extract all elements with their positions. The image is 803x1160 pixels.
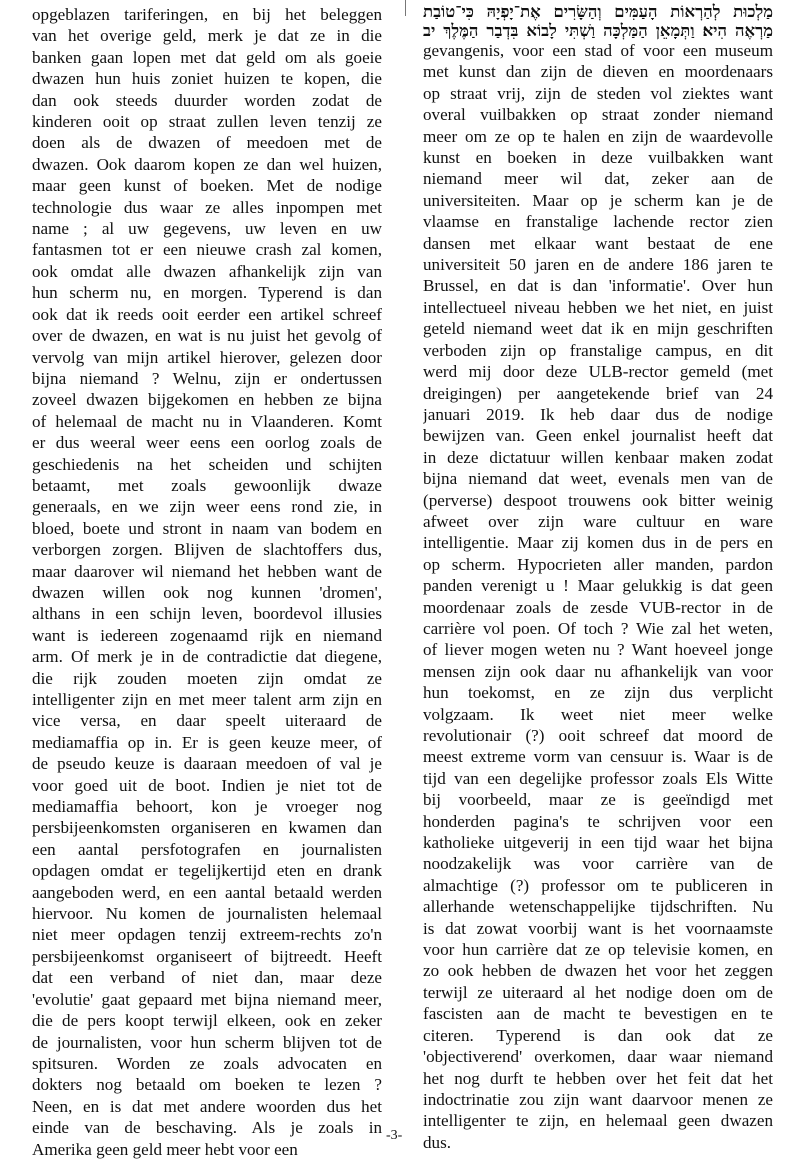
text-line: zoveel dwazen bijgekomen en hebben ze bijna bbox=[32, 390, 382, 410]
text-line: universiteiten. Maar op je scherm kan je de bbox=[423, 190, 773, 210]
text-line: dus. bbox=[423, 1132, 452, 1152]
text-line: intelligenter te zijn, en helemaal geen dwazen bbox=[423, 1111, 773, 1131]
right-text-column bbox=[423, 2, 773, 1153]
text-line: revolutionair (?) ooit schreef dat moord de bbox=[423, 726, 773, 745]
text-line: want is iedereen zogenaamd rijk en niemand bbox=[32, 625, 382, 645]
text-line: meer om ze op te halen en zijn de waardevolle bbox=[423, 126, 773, 146]
text-line: arm. Of merk je in de contradictie dat diegene, bbox=[32, 647, 382, 667]
text-line: op straat vrij, zijn de steden vol ziektes want bbox=[423, 83, 773, 103]
text-line: terwijl ze uiteraard al het nodige doen om de bbox=[423, 982, 773, 1002]
text-line: niet meer opdagen tenzij extreem-rechts zo'n bbox=[32, 925, 382, 945]
text-line: met kunst dan zijn de dieven en moordenaars bbox=[423, 62, 773, 82]
text-line: einde van de beschaving. Als je zoals in bbox=[32, 1118, 382, 1138]
text-line: overal vuilbakken op straat zonder niemand bbox=[423, 105, 773, 125]
text-line: Neen, en is dat met andere woorden dus het bbox=[32, 1096, 382, 1116]
text-line: kinderen ooit op straat zullen leven tenzij ze bbox=[32, 112, 382, 132]
text-line: januari 2019. Ik heb daar dus de nodige bbox=[423, 404, 773, 424]
text-line: doen als de dwazen of meedoen met de bbox=[32, 133, 382, 153]
text-line: bloed, boete und stront in naam van bodem en bbox=[32, 518, 382, 538]
text-line: dwazen. Ook daarom kopen ze dan wel huizen, bbox=[32, 154, 382, 174]
hebrew-line: מַרְאֶה הִיא׃ וַתְּמָאֵן הַמַּלְכָּה וַשְׁתִּי לָבוֹא בִּדְבַר הַמֶּלֶךְ יב bbox=[423, 21, 773, 40]
text-line: van het overige geld, merk je dat ze in die bbox=[32, 26, 382, 46]
text-line: noodzakelijk was voor carrière van de bbox=[423, 854, 773, 874]
text-line: bijna niemand ? Welnu, zijn er ondertussen bbox=[32, 368, 382, 388]
text-line: het nog durft te hebben over het feit dat het bbox=[423, 1068, 773, 1088]
text-line: dansen met elkaar want bestaat de ene bbox=[423, 233, 773, 253]
text-line: een aantal persfotografen en journalisten bbox=[32, 839, 382, 859]
text-line: gevangenis, voor een stad of voor een museum bbox=[423, 41, 773, 60]
text-line: die rijk zouden moeten zijn omdat ze bbox=[32, 668, 382, 688]
text-line: dokters nog betaald om boeken te lezen ? bbox=[32, 1075, 382, 1095]
text-line: 'evolutie' gaat gepaard met bijna niemand meer, bbox=[32, 989, 382, 1009]
text-line: die de pers koopt terwijl elkeen, ook en zeker bbox=[32, 1011, 382, 1031]
text-line: betaamt, met zoals gewoonlijk dwaze bbox=[32, 475, 382, 495]
text-line: niemand meer wil dat, zeker aan de bbox=[423, 169, 773, 189]
text-line: mediamaffia op in. Er is geen keuze meer, of bbox=[32, 732, 382, 752]
text-line: of liever mogen weten nu ? Want hoeveel jonge bbox=[423, 640, 773, 660]
text-line: voor hun carrière dat ze op televisie komen, en bbox=[423, 940, 773, 960]
text-line: intelligentie. Maar zij komen dus in de pers en bbox=[423, 533, 773, 553]
text-line: volgzaam. Ik weet niet meer welke bbox=[423, 704, 773, 724]
text-line: bewijzen van. Geen enkel journalist heeft dat bbox=[423, 426, 773, 446]
text-line: mediamaffia behoort, kon je vroeger nog bbox=[32, 797, 382, 817]
text-line: maar geen kunst of boeken. Met de nodige bbox=[32, 176, 382, 196]
text-line: maar daarover wil niemand het hebben want de bbox=[32, 561, 382, 581]
text-line: panden verenigt u ! Maar gelukkig is dat geen bbox=[423, 576, 773, 596]
text-line: name ; al uw gegevens, uw leven en uw bbox=[32, 219, 382, 239]
text-line: ook omdat alle dwazen afhankelijk zijn van bbox=[32, 261, 382, 281]
hebrew-quote bbox=[423, 2, 773, 40]
text-line: opdagen omdat er tegelijkertijd eten en drank bbox=[32, 861, 382, 881]
text-line: in deze dictatuur willen kenbaar maken zodat bbox=[423, 447, 773, 467]
text-line: intellectueel niveau hebben we het niet, en juist bbox=[423, 297, 773, 317]
text-line: indoctrinatie zou zijn want daarvoor menen ze bbox=[423, 1089, 773, 1109]
text-line: universiteit 50 jaren en de andere 186 jaren te bbox=[423, 255, 773, 275]
text-line: althans in een schijn leven, boordevol illusies bbox=[32, 604, 382, 624]
text-line: bijna niemand dat weet, evenals men van de bbox=[423, 469, 773, 489]
hebrew-line: מַלְכוּת לְהַרְאוֹת הָעַמִּים וְהַשָּׂרִים אֶת־יָפְיָהּ כִּי־טוֹבַת bbox=[423, 2, 773, 21]
text-line: kunst en boeken in deze vuilbakken want bbox=[423, 148, 773, 168]
text-line: vice versa, en daar speelt uiteraard de bbox=[32, 711, 382, 731]
text-line: generaals, en we zijn weer eens rond zie, in bbox=[32, 497, 382, 517]
text-line: of helemaal de macht nu in Vlaanderen. Komt bbox=[32, 411, 382, 431]
text-line: over de dwazen, en wat is nu juist het gevolg of bbox=[32, 326, 382, 346]
text-line: vervolg van mijn artikel hierover, gelezen door bbox=[32, 347, 382, 367]
text-line: de pseudo keuze is daaraan meedoen of val je bbox=[32, 754, 382, 774]
text-line: Amerika geen geld meer hebt voor een bbox=[32, 1139, 298, 1159]
column-divider-mark bbox=[405, 0, 406, 16]
page-number: -3- bbox=[386, 1128, 403, 1143]
text-line: aangeboden werd, en een aantal betaald werden bbox=[32, 882, 382, 902]
text-line: carrière vol poen. Of toch ? Wie zal het weten, bbox=[423, 618, 773, 638]
text-line: is dat zowat voorbij want is het voornaamste bbox=[423, 918, 773, 938]
text-line: afweet over zijn ware cultuur en ware bbox=[423, 511, 773, 531]
text-line: technologie dus waar ze alles inpompen met bbox=[32, 197, 382, 217]
text-line: er dus weeral weer eens een oorlog zoals de bbox=[32, 433, 382, 453]
text-line: voor goed uit de boot. Indien je niet tot de bbox=[32, 775, 382, 795]
text-line: meest extreme vorm van censuur is. Waar is de bbox=[423, 747, 773, 767]
text-line: werd mij door deze ULB-rector gemeld (met bbox=[423, 362, 773, 382]
text-line: fantasmen tot er een nieuwe crash zal komen, bbox=[32, 240, 382, 260]
text-line: op scherm. Hypocrieten aller manden, pardon bbox=[423, 554, 773, 574]
text-line: spitsuren. Worden ze zoals advocaten en bbox=[32, 1053, 382, 1073]
text-line: verborgen zorgen. Blijven de slachtoffers dus, bbox=[32, 540, 382, 560]
text-line: dat een verband of niet dan, maar deze bbox=[32, 968, 382, 988]
text-line: moordenaar zoals de zesde VUB-rector in de bbox=[423, 597, 773, 617]
text-line: 'objectiverend' overkomen, daar waar niemand bbox=[423, 1047, 773, 1067]
text-line: dreigingen) per aangetekende brief van 24 bbox=[423, 383, 773, 403]
text-line: citeren. Typerend is dan ook dat ze bbox=[423, 1025, 773, 1045]
text-line: tijd van een degelijke professor zoals Els Witte bbox=[423, 768, 773, 788]
text-line: opgeblazen tariferingen, en bij het beleggen bbox=[32, 5, 382, 24]
text-line: honderden pagina's te schrijven voor een bbox=[423, 811, 773, 831]
text-line: geteld niemand weet dat ik en mijn geschriften bbox=[423, 319, 773, 339]
text-line: hiervoor. Nu komen de journalisten helemaal bbox=[32, 904, 382, 924]
text-line: persbijeenkomst organiseert of bijtreedt. Heeft bbox=[32, 946, 382, 966]
text-line: geschiedenis na het scheiden und schijten bbox=[32, 454, 382, 474]
text-line: de journalisten, voor hun scherm blijven tot de bbox=[32, 1032, 382, 1052]
right-body-text bbox=[423, 40, 773, 1153]
text-line: katholieke uitgeverij in een tijd waar het bijna bbox=[423, 833, 773, 853]
text-line: intelligenter zijn en met meer talent arm zijn en bbox=[32, 690, 382, 709]
text-line: fascisten aan de macht te bevestigen en te bbox=[423, 1004, 773, 1024]
left-text-column bbox=[32, 4, 382, 1160]
text-line: (perverse) despoot trouwens ook bitter weinig bbox=[423, 490, 773, 510]
text-line: Brussel, en dat is dan 'informatie'. Over hun bbox=[423, 276, 773, 296]
text-line: dwazen hun huis zoniet huizen te kopen, die bbox=[32, 69, 382, 89]
text-line: almachtige (?) professor om te publiceren in bbox=[423, 875, 773, 895]
text-line: hun scherm nu, en morgen. Typerend is dan bbox=[32, 283, 382, 303]
text-line: mensen zijn ook daar nu afhankelijk van voor bbox=[423, 661, 773, 681]
text-line: zo ook hebben de dwazen het voor het zeggen bbox=[423, 961, 773, 981]
text-line: verboden zijn op franstalige campus, en dit bbox=[423, 340, 773, 360]
text-line: dwazen willen ook nog kunnen 'dromen', bbox=[32, 582, 382, 602]
text-line: persbijeenkomsten organiseren en kwamen dan bbox=[32, 818, 382, 838]
text-line: banken gaan lopen met dat geld om als goeie bbox=[32, 47, 382, 67]
text-line: hun toekomst, en ze zijn dus verplicht bbox=[423, 683, 773, 703]
text-line: dan ook steeds duurder worden zodat de bbox=[32, 90, 382, 110]
text-line: ook dat ik reeds ooit eerder een artikel schreef bbox=[32, 304, 382, 324]
text-line: bij voorbeeld, maar ze is geeïndigd met bbox=[423, 790, 773, 810]
text-line: allerhande wetenschappelijke tijdschriften. Nu bbox=[423, 897, 773, 917]
text-line: vlaamse en franstalige lachende rector zien bbox=[423, 212, 773, 232]
